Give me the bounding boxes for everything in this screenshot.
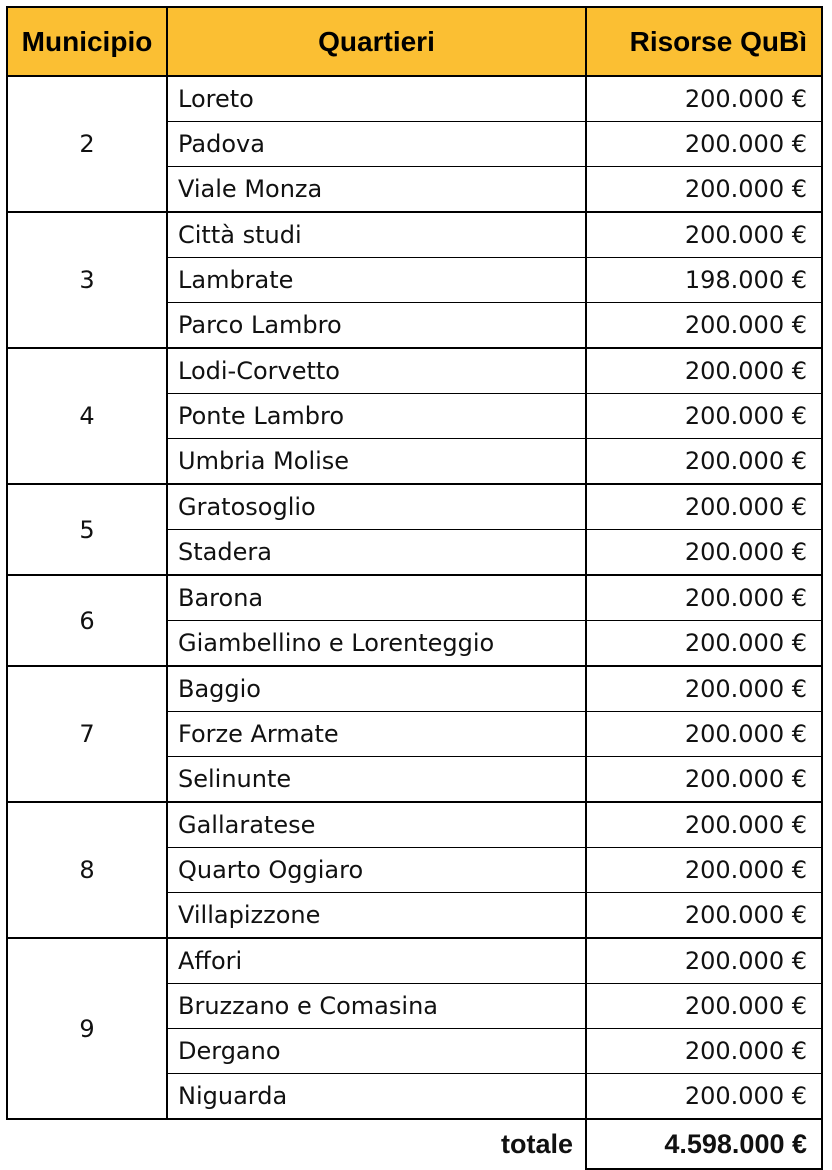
- risorse-cell: 200.000 €: [586, 712, 822, 757]
- quartiere-cell: Dergano: [167, 1029, 586, 1074]
- risorse-cell: 200.000 €: [586, 303, 822, 349]
- municipio-cell: 8: [7, 802, 167, 938]
- table-body: [7, 76, 822, 1119]
- quartiere-cell: Lodi-Corvetto: [167, 348, 586, 394]
- risorse-cell: 200.000 €: [586, 984, 822, 1029]
- quartiere-cell: Parco Lambro: [167, 303, 586, 349]
- risorse-cell: 200.000 €: [586, 76, 822, 122]
- risorse-cell: 200.000 €: [586, 530, 822, 576]
- header-quartieri: Quartieri: [167, 7, 586, 76]
- risorse-cell: 200.000 €: [586, 848, 822, 893]
- table-row: [7, 802, 822, 848]
- risorse-cell: 200.000 €: [586, 394, 822, 439]
- quartiere-cell: Padova: [167, 122, 586, 167]
- header-risorse: Risorse QuBì: [586, 7, 822, 76]
- resources-table: [6, 6, 823, 1170]
- quartiere-cell: Affori: [167, 938, 586, 984]
- risorse-cell: 200.000 €: [586, 621, 822, 667]
- header-row: [7, 7, 822, 76]
- table-row: [7, 666, 822, 712]
- municipio-cell: 3: [7, 212, 167, 348]
- quartiere-cell: Villapizzone: [167, 893, 586, 939]
- quartiere-cell: Bruzzano e Comasina: [167, 984, 586, 1029]
- risorse-cell: 200.000 €: [586, 1074, 822, 1120]
- quartiere-cell: Umbria Molise: [167, 439, 586, 485]
- quartiere-cell: Giambellino e Lorenteggio: [167, 621, 586, 667]
- table-row: [7, 76, 822, 122]
- risorse-cell: 200.000 €: [586, 212, 822, 258]
- quartiere-cell: Gallaratese: [167, 802, 586, 848]
- table-row: [7, 484, 822, 530]
- risorse-cell: 200.000 €: [586, 666, 822, 712]
- quartiere-cell: Loreto: [167, 76, 586, 122]
- quartiere-cell: Città studi: [167, 212, 586, 258]
- quartiere-cell: Forze Armate: [167, 712, 586, 757]
- quartiere-cell: Baggio: [167, 666, 586, 712]
- risorse-cell: 200.000 €: [586, 938, 822, 984]
- risorse-cell: 200.000 €: [586, 167, 822, 213]
- quartiere-cell: Quarto Oggiaro: [167, 848, 586, 893]
- risorse-cell: 198.000 €: [586, 258, 822, 303]
- total-row: [7, 1119, 822, 1169]
- quartiere-cell: Viale Monza: [167, 167, 586, 213]
- quartiere-cell: Lambrate: [167, 258, 586, 303]
- quartiere-cell: Stadera: [167, 530, 586, 576]
- risorse-cell: 200.000 €: [586, 802, 822, 848]
- quartiere-cell: Gratosoglio: [167, 484, 586, 530]
- municipio-cell: 5: [7, 484, 167, 575]
- risorse-cell: 200.000 €: [586, 484, 822, 530]
- risorse-cell: 200.000 €: [586, 439, 822, 485]
- table-row: [7, 938, 822, 984]
- quartiere-cell: Niguarda: [167, 1074, 586, 1120]
- risorse-cell: 200.000 €: [586, 757, 822, 803]
- risorse-cell: 200.000 €: [586, 122, 822, 167]
- municipio-cell: 4: [7, 348, 167, 484]
- table-row: [7, 348, 822, 394]
- municipio-cell: 2: [7, 76, 167, 212]
- risorse-cell: 200.000 €: [586, 1029, 822, 1074]
- municipio-cell: 9: [7, 938, 167, 1119]
- total-label: totale: [500, 1129, 573, 1159]
- risorse-cell: 200.000 €: [586, 348, 822, 394]
- header-municipio: Municipio: [7, 7, 167, 76]
- quartiere-cell: Barona: [167, 575, 586, 621]
- risorse-cell: 200.000 €: [586, 893, 822, 939]
- table-row: [7, 575, 822, 621]
- quartiere-cell: Selinunte: [167, 757, 586, 803]
- quartiere-cell: Ponte Lambro: [167, 394, 586, 439]
- municipio-cell: 7: [7, 666, 167, 802]
- municipio-cell: 6: [7, 575, 167, 666]
- table-row: [7, 212, 822, 258]
- total-value: 4.598.000 €: [586, 1119, 822, 1169]
- risorse-cell: 200.000 €: [586, 575, 822, 621]
